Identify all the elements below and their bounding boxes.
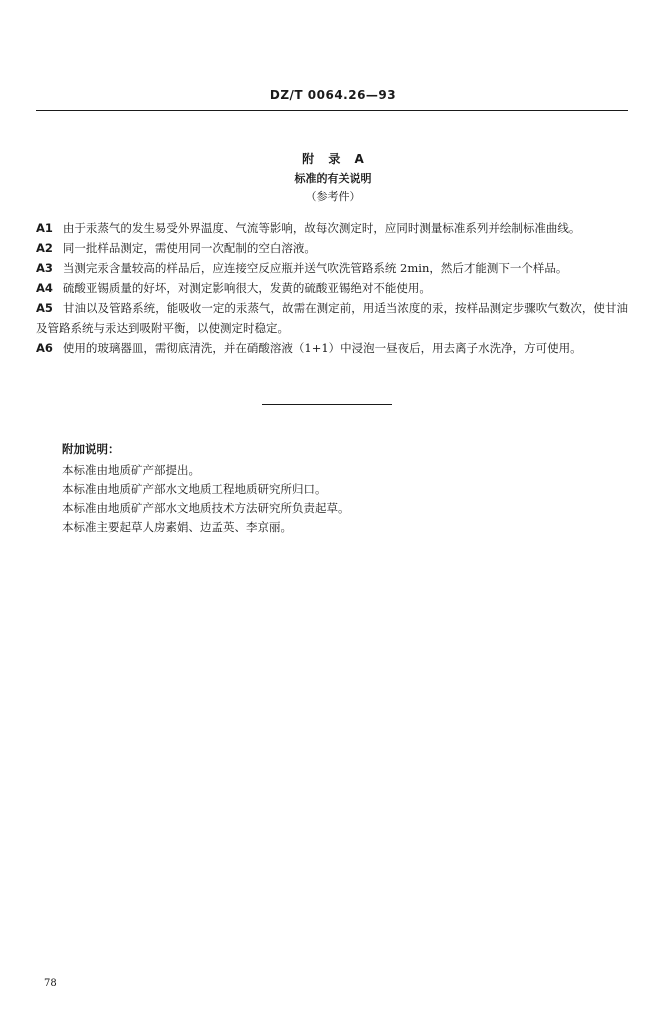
appendix-note: （参考件）	[305, 190, 361, 203]
item-text: 甘油以及管路系统，能吸收一定的汞蒸气，故需在测定前，用适当浓度的汞，按样品测定步骤吹气数次，使甘油及管路系统与汞达到吸附平衡，以使测定时稳定。	[36, 301, 628, 335]
appendix-title: 附 录 A	[302, 152, 364, 166]
page-number: 78	[44, 978, 57, 989]
item-number: A3	[36, 261, 53, 275]
appendix-item-a2	[36, 238, 628, 258]
additional-note-line: 本标准由地质矿产部提出。	[62, 463, 200, 477]
item-text: 由于汞蒸气的发生易受外界温度、气流等影响，故每次测定时，应同时测量标准系列并绘制标准曲线。	[62, 221, 581, 235]
additional-note-line: 本标准由地质矿产部水文地质技术方法研究所负责起草。	[62, 501, 350, 515]
appendix-subtitle: 标准的有关说明	[294, 172, 372, 185]
item-text: 当测完汞含量较高的样品后，应连接空反应瓶并送气吹洗管路系统 2min，然后才能测下一个样品。	[62, 261, 568, 275]
item-text: 使用的玻璃器皿，需彻底清洗，并在硝酸溶液（1+1）中浸泡一昼夜后，用去离子水洗净，方可使用。	[62, 341, 582, 355]
item-number: A2	[36, 241, 53, 255]
additional-note-line: 本标准主要起草人房素娟、边孟英、李京丽。	[62, 520, 292, 534]
additional-notes	[62, 440, 622, 537]
appendix-item-a1	[36, 218, 628, 238]
appendix-item-a3	[36, 258, 628, 278]
appendix-item-a5	[36, 298, 628, 338]
additional-notes-heading: 附加说明：	[62, 442, 120, 456]
item-number: A1	[36, 221, 53, 235]
item-number: A4	[36, 281, 53, 295]
item-number: A5	[36, 301, 53, 315]
appendix-item-a4	[36, 278, 628, 298]
item-text: 同一批样品测定，需使用同一次配制的空白溶液。	[62, 241, 316, 255]
additional-note-line: 本标准由地质矿产部水文地质工程地质研究所归口。	[62, 482, 327, 496]
item-text: 硫酸亚锡质量的好坏，对测定影响很大，发黄的硫酸亚锡绝对不能使用。	[62, 281, 431, 295]
end-of-appendix-rule	[262, 404, 392, 405]
item-number: A6	[36, 341, 53, 355]
appendix-items	[36, 218, 628, 358]
header-rule	[36, 110, 628, 111]
standard-code: DZ/T 0064.26—93	[269, 88, 397, 102]
appendix-item-a6	[36, 338, 628, 358]
